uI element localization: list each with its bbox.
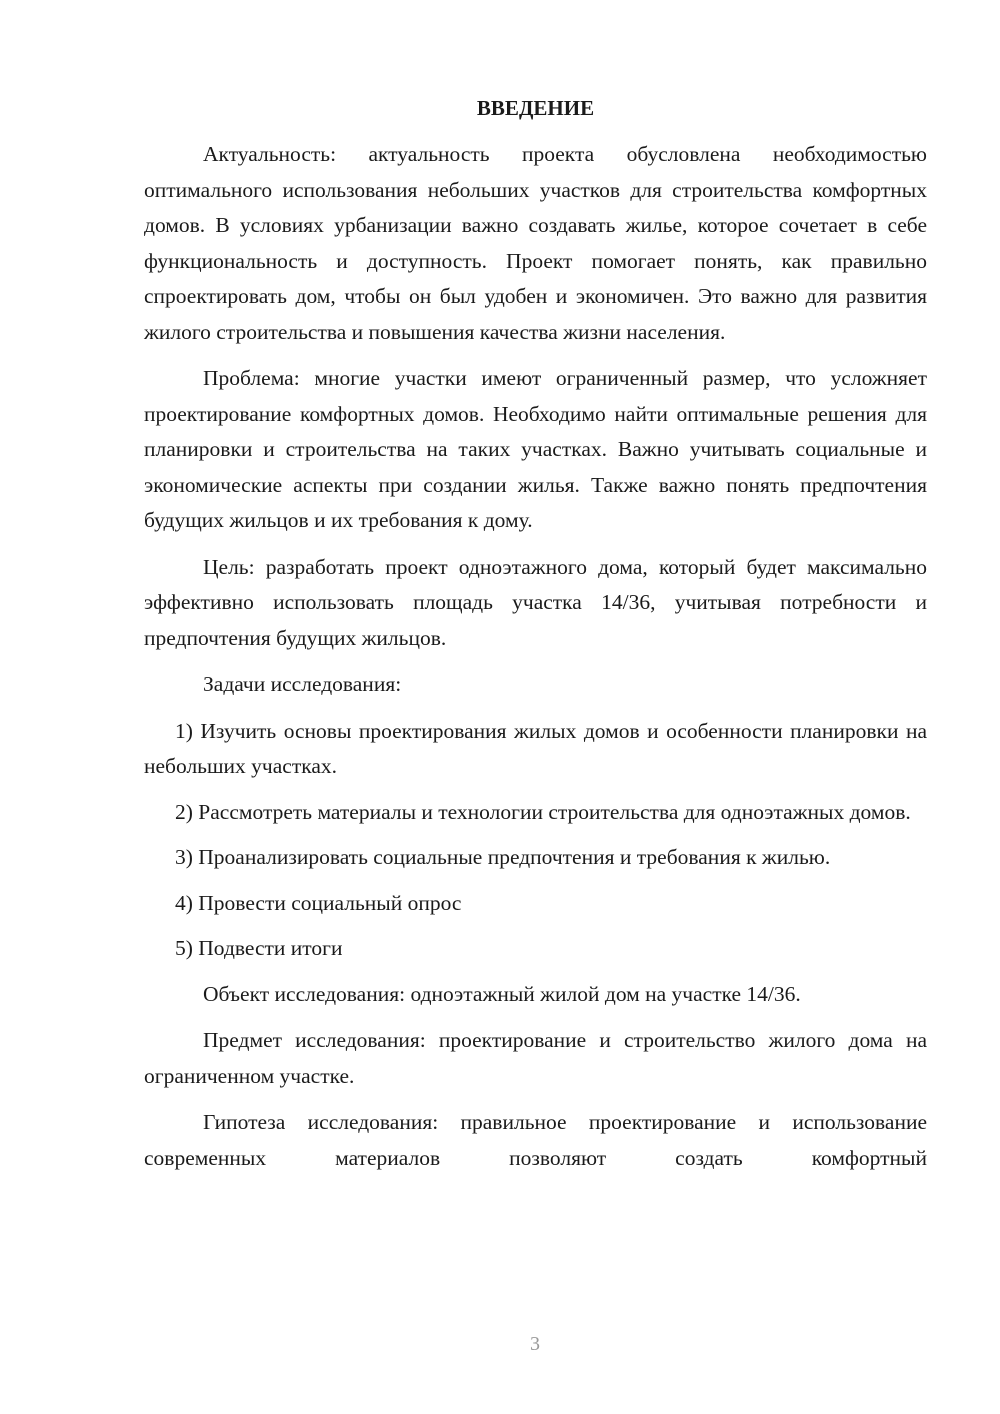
page-content <box>144 91 927 1187</box>
tasks-title: Задачи исследования: <box>203 672 402 696</box>
task-item-3: 3) Проанализировать социальные предпочтения и требования к жилью. <box>175 845 831 869</box>
paragraph-hypothesis: Гипотеза исследования: правильное проектирование и использование современных материалов позволяют создать комфортный <box>144 1110 927 1170</box>
page-number: 3 <box>530 1333 540 1355</box>
task-item-4: 4) Провести социальный опрос <box>175 890 462 915</box>
task-item-2: 2) Рассмотреть материалы и технологии строительства для одноэтажных домов. <box>175 799 911 824</box>
paragraph-subject: Предмет исследования: проектирование и строительство жилого дома на ограниченном участке. <box>144 1028 927 1088</box>
paragraph-relevance: Актуальность: актуальность проекта обусловлена необходимостью оптимального использования небольших участков для строительства комфортных домов. В условиях урбанизации важно создавать жилье, которое сочетает в себе функциональность и доступность. Проект помогает понять, как правильно спроектировать дом, чтобы он был удобен и экономичен. Это важно для развития жилого строительства и повышения качества жизни населения. <box>144 142 927 344</box>
task-item-5: 5) Подвести итоги <box>175 936 343 960</box>
task-item-1: 1) Изучить основы проектирования жилых домов и особенности планировки на небольших участках. <box>144 718 927 778</box>
section-heading: ВВЕДЕНИЕ <box>476 96 595 120</box>
paragraph-goal: Цель: разработать проект одноэтажного дома, который будет максимально эффективно использовать площадь участка 14/36, учитывая потребности и предпочтения будущих жильцов. <box>144 554 927 650</box>
paragraph-object: Объект исследования: одноэтажный жилой дом на участке 14/36. <box>203 981 801 1006</box>
paragraph-problem: Проблема: многие участки имеют ограниченный размер, что усложняет проектирование комфортных домов. Необходимо найти оптимальные решения для планировки и строительства на таких участках. Важно учитывать социальные и экономические аспекты при создании жилья. Также важно понять предпочтения будущих жильцов и их требования к дому. <box>144 366 927 532</box>
